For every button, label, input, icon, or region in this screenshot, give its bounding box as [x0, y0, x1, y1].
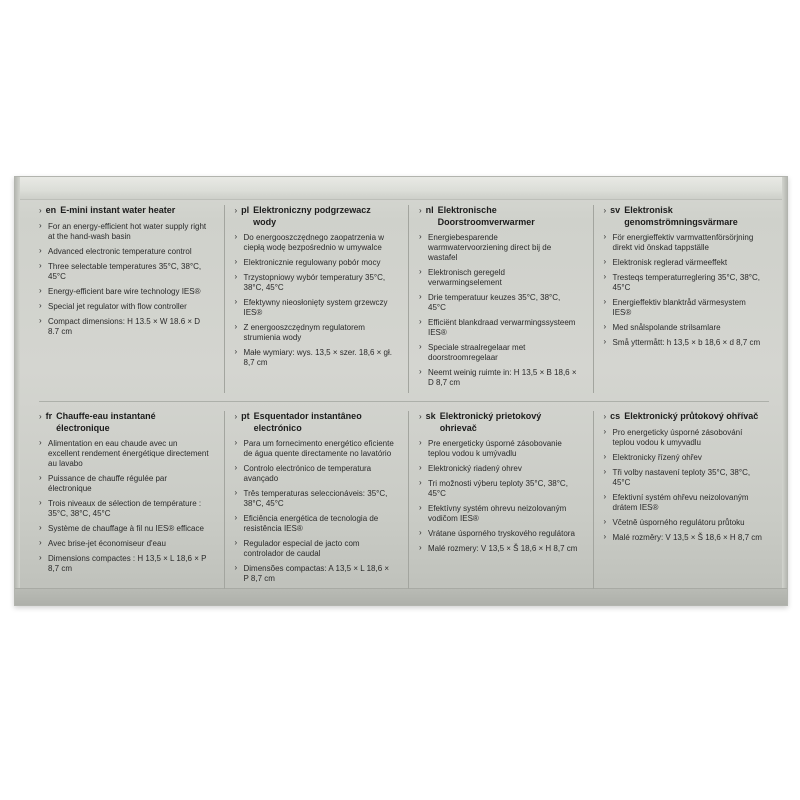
language-block-sk — [408, 411, 585, 589]
list-item: › Malé rozměry: V 13,5 × Š 18,6 × H 8,7 cm — [604, 533, 764, 543]
list-item: › Three selectable temperatures 35°C, 38°C, 45°C — [39, 262, 210, 282]
list-item: › Efficiënt blankdraad verwarmingssysteem IES® — [419, 318, 579, 338]
list-item: › Pre energeticky úsporné zásobovanie teplou vodou k umývadlu — [419, 439, 579, 459]
list-item: › Para um fornecimento energético eficiente de água quente directamente no lavatório — [235, 439, 395, 459]
chevron-right-icon: › — [419, 412, 422, 421]
list-item: › Compact dimensions: H 13.5 × W 18.6 × D 8.7 cm — [39, 317, 210, 337]
list-item: › Eficiência energética de tecnologia de resistência IES® — [235, 514, 395, 534]
list-item: › Malé rozmery: V 13,5 × Š 18,6 × H 8,7 cm — [419, 544, 579, 554]
list-item: › Efektívny systém ohrevu neizolovaným vodičom IES® — [419, 504, 579, 524]
feature-list-sk — [419, 439, 579, 554]
list-item: › Små yttermått: h 13,5 × b 18,6 × d 8,7 cm — [604, 338, 764, 348]
list-item: › Vrátane úsporného tryskového regulátora — [419, 529, 579, 539]
list-item: › Trzystopniowy wybór temperatury 35°C, 38°C, 45°C — [235, 273, 395, 293]
section-divider — [39, 401, 769, 402]
list-item: › Energy-efficient bare wire technology IES® — [39, 287, 210, 297]
language-heading-nl — [419, 205, 579, 228]
list-item: › Dimensions compactes : H 13,5 × L 18,6 × P 8,7 cm — [39, 554, 210, 574]
feature-list-sv — [604, 233, 764, 348]
language-row-top — [39, 205, 769, 393]
feature-list-en — [39, 222, 210, 337]
language-heading-sk — [419, 411, 579, 434]
language-heading-sv — [604, 205, 764, 228]
list-item: › Três temperaturas seleccionáveis: 35°C, 38°C, 45°C — [235, 489, 395, 509]
list-item: › Advanced electronic temperature control — [39, 247, 210, 257]
list-item: › Regulador especial de jacto com controlador de caudal — [235, 539, 395, 559]
language-code-pl: pl — [241, 205, 250, 215]
box-bottom-edge — [15, 588, 787, 605]
list-item: › Energiebesparende warmwatervoorziening direct bij de wastafel — [419, 233, 579, 263]
language-code-sk: sk — [425, 411, 436, 421]
language-code-en: en — [45, 205, 57, 215]
chevron-right-icon: › — [234, 206, 238, 215]
box-left-edge — [15, 177, 20, 605]
list-item: › Neemt weinig ruimte in: H 13,5 × B 18,6 × D 8,7 cm — [419, 368, 579, 388]
language-heading-cs — [604, 411, 764, 423]
list-item: › Elektronisk reglerad värmeeffekt — [604, 258, 764, 268]
list-item: › Speciale straalregelaar met doorstroomregelaar — [419, 343, 579, 363]
list-item: › Elektronický riadený ohrev — [419, 464, 579, 474]
list-item: › Dimensões compactas: A 13,5 × L 18,6 × P 8,7 cm — [235, 564, 395, 584]
list-item: › Elektronicky řízený ohřev — [604, 453, 764, 463]
list-item: › Energieffektiv blanktråd värmesystem IES® — [604, 298, 764, 318]
language-block-nl — [408, 205, 585, 393]
feature-list-nl — [419, 233, 579, 388]
language-heading-fr — [39, 411, 210, 434]
chevron-right-icon: › — [603, 206, 607, 215]
list-item: › Med snålspolande strilsamlare — [604, 323, 764, 333]
list-item: › Včetně úsporného regulátoru průtoku — [604, 518, 764, 528]
product-title-pt: Esquentador instantâneo electrónico — [253, 411, 362, 433]
language-block-pl — [224, 205, 401, 393]
feature-list-fr — [39, 439, 210, 574]
product-title-nl: Elektronische Doorstroomverwarmer — [437, 205, 535, 227]
list-item: › Tri možnosti výberu teploty 35°C, 38°C, 45°C — [419, 479, 579, 499]
list-item: › Tři volby nastavení teploty 35°C, 38°C, 45°C — [604, 468, 764, 488]
list-item: › Puissance de chauffe régulée par électronique — [39, 474, 210, 494]
language-block-sv — [593, 205, 770, 393]
list-item: › Pro energeticky úsporné zásobování teplou vodou k umyvadlu — [604, 428, 764, 448]
chevron-right-icon: › — [39, 412, 42, 421]
language-block-cs — [593, 411, 770, 589]
list-item: › Controlo electrónico de temperatura avançado — [235, 464, 395, 484]
language-code-nl: nl — [425, 205, 434, 215]
list-item: › Drie temperatuur keuzes 35°C, 38°C, 45°C — [419, 293, 579, 313]
language-code-pt: pt — [241, 411, 250, 421]
list-item: › For an energy-efficient hot water supply right at the hand-wash basin — [39, 222, 210, 242]
list-item: › Efektywny nieosłonięty system grzewczy IES® — [235, 298, 395, 318]
list-item: › Z energooszczędnym regulatorem strumienia wody — [235, 323, 395, 343]
product-title-pl: Elektroniczny podgrzewacz wody — [253, 205, 371, 227]
list-item: › Tresteqs temperaturreglering 35°C, 38°C, 45°C — [604, 273, 764, 293]
language-code-cs: cs — [610, 411, 621, 421]
language-code-sv: sv — [610, 205, 621, 215]
language-block-fr — [39, 411, 216, 589]
language-row-bottom — [39, 411, 769, 589]
list-item: › Elektronicznie regulowany pobór mocy — [235, 258, 395, 268]
list-item: › Système de chauffage à fil nu IES® efficace — [39, 524, 210, 534]
list-item: › Avec brise-jet économiseur d'eau — [39, 539, 210, 549]
product-box-panel — [14, 176, 788, 606]
feature-list-pt — [235, 439, 395, 584]
list-item: › Elektronisch geregeld verwarmingselement — [419, 268, 579, 288]
language-block-pt — [224, 411, 401, 589]
list-item: › För energieffektiv varmvattenförsörjning direkt vid önskad tappställe — [604, 233, 764, 253]
list-item: › Special jet regulator with flow controller — [39, 302, 210, 312]
chevron-right-icon: › — [39, 206, 42, 215]
list-item: › Alimentation en eau chaude avec un excellent rendement énergétique directement au lavabo — [39, 439, 210, 469]
language-heading-pt — [235, 411, 395, 434]
chevron-right-icon: › — [234, 412, 238, 421]
language-heading-pl — [235, 205, 395, 228]
product-title-fr: Chauffe-eau instantané électronique — [56, 411, 156, 433]
list-item: › Do energooszczędnego zaopatrzenia w ciepłą wodę bezpośrednio w umywalce — [235, 233, 395, 253]
language-code-fr: fr — [45, 411, 53, 421]
language-heading-en — [39, 205, 210, 217]
product-title-sk: Elektronický prietokový ohrievač — [439, 411, 542, 433]
product-title-cs: Elektronický průtokový ohřívač — [624, 411, 759, 421]
product-title-sv: Elektronisk genomströmningsvärmare — [624, 205, 738, 227]
list-item: › Efektivní systém ohřevu neizolovaným drátem IES® — [604, 493, 764, 513]
chevron-right-icon: › — [603, 412, 607, 421]
chevron-right-icon: › — [419, 206, 422, 215]
list-item: › Trois niveaux de sélection de température : 35°C, 38°C, 45°C — [39, 499, 210, 519]
list-item: › Małe wymiary: wys. 13,5 × szer. 18,6 × gł. 8,7 cm — [235, 348, 395, 368]
box-top-edge — [15, 177, 787, 200]
language-block-en — [39, 205, 216, 393]
feature-list-pl — [235, 233, 395, 368]
label-content — [39, 205, 769, 587]
product-title-en: E-mini instant water heater — [60, 205, 176, 215]
feature-list-cs — [604, 428, 764, 543]
box-right-edge — [782, 177, 787, 605]
